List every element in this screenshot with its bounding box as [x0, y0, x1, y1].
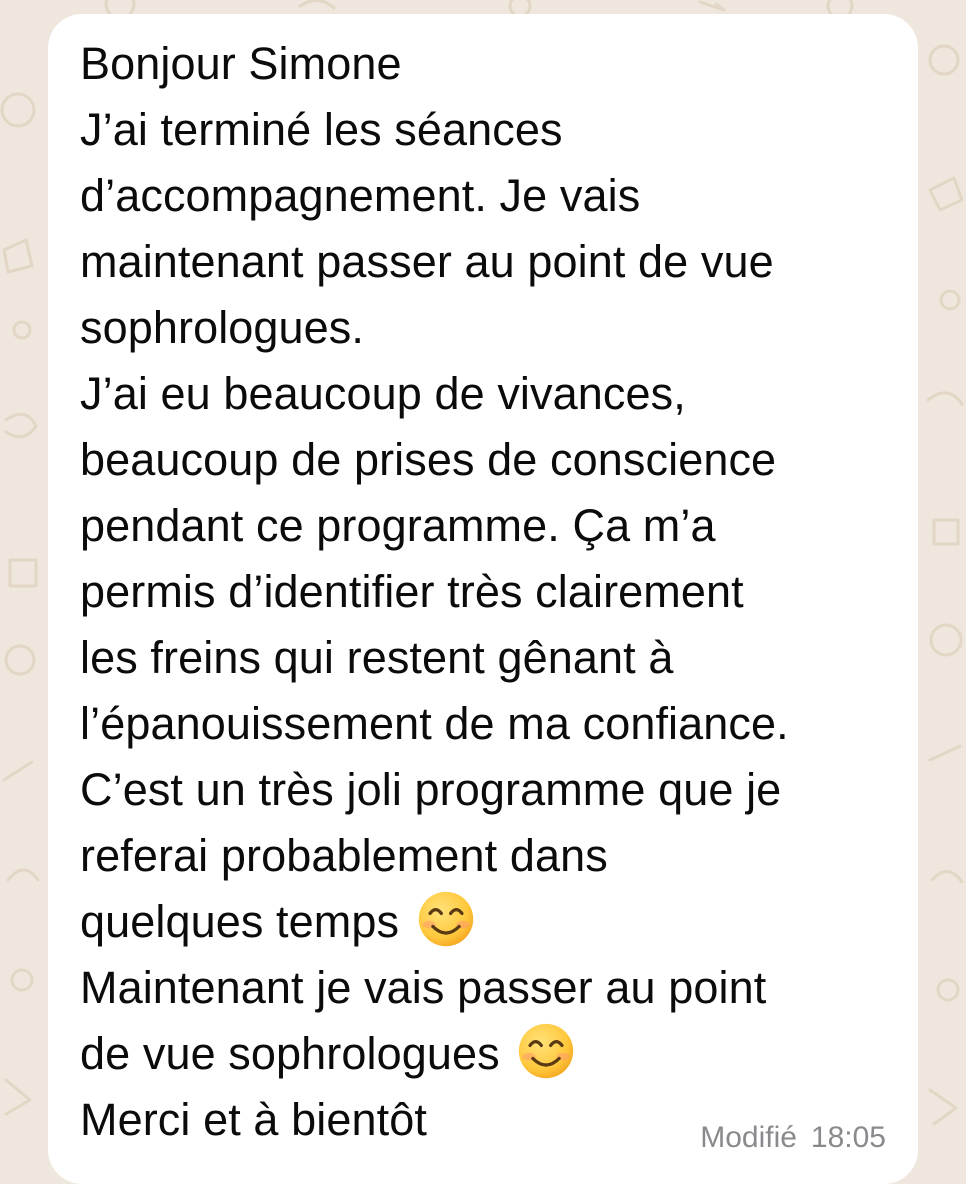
message-meta: [700, 1118, 886, 1158]
message-line: Merci et à bientôt: [80, 1094, 427, 1145]
message-line-text: quelques temps: [80, 896, 400, 947]
message-line-text: de vue sophrologues: [80, 1028, 500, 1079]
message-line: pendant ce programme. Ça m’a: [80, 500, 716, 551]
message-line-with-emoji: [80, 889, 900, 955]
message-line-with-emoji: [80, 1021, 900, 1087]
message-line: J’ai terminé les séances: [80, 104, 563, 155]
message-timestamp: 18:05: [810, 1121, 886, 1154]
smiling-face-emoji-icon: [516, 1021, 576, 1081]
message-line: maintenant passer au point de vue: [80, 236, 774, 287]
message-line: Maintenant je vais passer au point: [80, 962, 767, 1013]
message-line: referai probablement dans: [80, 830, 608, 881]
message-line: sophrologues.: [80, 302, 365, 353]
message-line: les freins qui restent gênant à: [80, 632, 674, 683]
message-line: beaucoup de prises de conscience: [80, 434, 777, 485]
message-line: J’ai eu beaucoup de vivances,: [80, 368, 686, 419]
smiling-face-emoji-icon: [416, 889, 476, 949]
message-text: [80, 31, 900, 1153]
message-line: C’est un très joli programme que je: [80, 764, 782, 815]
message-line: l’épanouissement de ma confiance.: [80, 698, 789, 749]
message-line: Bonjour Simone: [80, 38, 402, 89]
message-line: d’accompagnement. Je vais: [80, 170, 641, 221]
edited-label: Modifié: [700, 1121, 797, 1154]
message-line: permis d’identifier très clairement: [80, 566, 744, 617]
